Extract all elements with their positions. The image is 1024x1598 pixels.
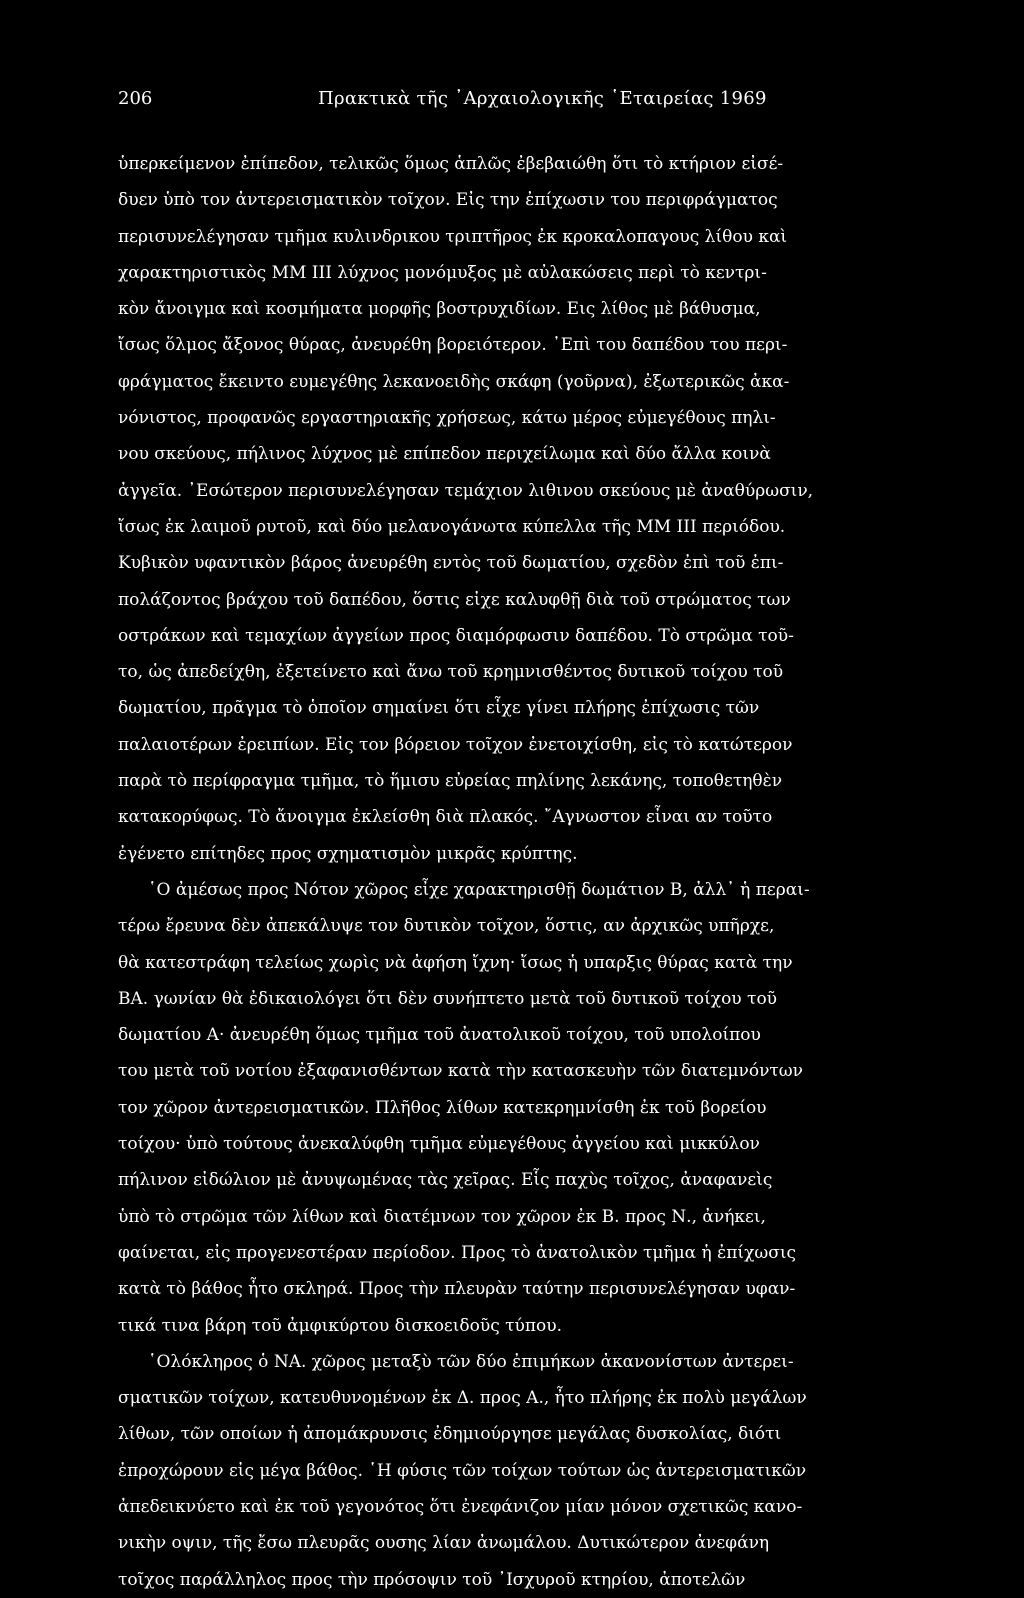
text-line: νικὴν οψιν, τῆς ἔσω πλευρᾶς ουσης λίαν ἀνωμάλου. Δυτικώτερον ἀνεφάνη xyxy=(118,1533,770,1554)
text-line: ΒΑ. γωνίαν θὰ ἐδικαιολόγει ὅτι δὲν συνήπτετο μετὰ τοῦ δυτικοῦ τοίχου τοῦ xyxy=(118,988,778,1009)
text-line: παλαιοτέρων ἐρειπίων. Εἰς τον βόρειον τοῖχον ἐνετοιχίσθη, εἰς τὸ κατώτερον xyxy=(118,734,793,755)
text-line: δωματίου Α· ἀνευρέθη ὅμως τμῆμα τοῦ ἀνατολικοῦ τοίχου, τοῦ υπολοίπου xyxy=(118,1025,761,1046)
text-line: τοίχου· ὑπὸ τούτους ἀνεκαλύφθη τμῆμα εὐμεγέθους ἀγγείου καὶ μικκύλον xyxy=(118,1134,760,1155)
text-line: τον χῶρον ἀντερεισματικῶν. Πλῆθος λίθων κατεκρημνίσθη ἐκ τοῦ βορείου xyxy=(118,1097,767,1118)
text-line: κατὰ τὸ βάθος ἦτο σκληρά. Προς τὴν πλευρὰν ταύτην περισυνελέγησαν υφαν- xyxy=(118,1279,796,1300)
text-line: ῾Ο ἀμέσως προς Νότον χῶρος εἶχε χαρακτηρισθῇ δωμάτιον Β, ἀλλ᾿ ἡ περαι- xyxy=(148,879,810,900)
text-line: ἴσως ἐκ λαιμοῦ ρυτοῦ, καὶ δύο μελανογάνωτα κύπελλα τῆς ΜΜ ΙΙΙ περιόδου. xyxy=(118,516,786,537)
text-line: ἀγγεῖα. ᾿Εσώτερον περισυνελέγησαν τεμάχιον λιθινου σκεύους μὲ ἀναθύρωσιν, xyxy=(118,480,814,501)
text-line: ἐπροχώρουν εἰς μέγα βάθος. ῾Η φύσις τῶν τοίχων τούτων ὡς ἀντερεισματικῶν xyxy=(118,1460,807,1481)
text-body xyxy=(118,146,950,1598)
text-line: ἴσως ὅλμος ἄξονος θύρας, ἀνευρέθη βορειότερον. ᾿Επὶ του δαπέδου του περι- xyxy=(118,335,788,356)
text-line: πήλινον εἰδώλιον μὲ ἀνυψωμένας τὰς χεῖρας. Εἷς παχὺς τοῖχος, ἀναφανεὶς xyxy=(118,1170,773,1191)
text-line: του μετὰ τοῦ νοτίου ἐξαφανισθέντων κατὰ τὴν κατασκευὴν τῶν διατεμνόντων xyxy=(118,1061,804,1082)
page-header xyxy=(118,80,950,116)
text-line: ὑπὸ τὸ στρῶμα τῶν λίθων καὶ διατέμνων τον χῶρον ἐκ Β. προς Ν., ἀνήκει, xyxy=(118,1206,766,1227)
text-line: δυεν ὑπὸ τον ἀντερεισματικὸν τοῖχον. Εἰς την ἐπίχωσιν του περιφράγματος xyxy=(118,190,778,211)
text-line: σματικῶν τοίχων, κατευθυνομένων ἐκ Δ. προς Α., ἦτο πλήρης ἐκ πολὺ μεγάλων xyxy=(118,1388,807,1409)
text-line: φράγματος ἔκειντο ευμεγέθης λεκανοειδὴς σκάφη (γοῦρνα), ἐξωτερικῶς ἀκα- xyxy=(118,371,790,392)
text-line: τέρω ἔρευνα δὲν ἀπεκάλυψε τον δυτικὸν τοῖχον, ὅστις, αν ἀρχικῶς υπῆρχε, xyxy=(118,916,775,937)
text-line: νου σκεύους, πήλινος λύχνος μὲ επίπεδον περιχείλωμα καὶ δύο ἄλλα κοινὰ xyxy=(118,444,771,465)
running-title: Πρακτικὰ τῆς ᾿Αρχαιολογικῆς ῾Εταιρείας 1969 xyxy=(318,88,767,109)
text-line: ῾Ολόκληρος ὁ ΝΑ. χῶρος μεταξὺ τῶν δύο ἐπιμήκων ἀκανονίστων ἀντερει- xyxy=(148,1351,794,1372)
text-line: περισυνελέγησαν τμῆμα κυλινδρικου τριπτῆρος ἐκ κροκαλοπαγους λίθου καὶ xyxy=(118,226,788,247)
text-line: φαίνεται, εἰς προγενεστέραν περίοδον. Προς τὸ ἀνατολικὸν τμῆμα ἡ ἐπίχωσις xyxy=(118,1242,797,1263)
text-line: δωματίου, πρᾶγμα τὸ ὁποῖον σημαίνει ὅτι εἶχε γίνει πλήρης ἐπίχωσις τῶν xyxy=(118,698,760,719)
text-line: ἀπεδεικνύετο καὶ ἐκ τοῦ γεγονότος ὅτι ἐνεφάνιζον μίαν μόνον σχετικῶς κανο- xyxy=(118,1496,803,1517)
text-line: οστράκων καὶ τεμαχίων ἀγγείων προς διαμόρφωσιν δαπέδου. Τὸ στρῶμα τοῦ- xyxy=(118,625,794,646)
text-line: κὸν ἄνοιγμα καὶ κοσμήματα μορφῆς βοστρυχιδίων. Εις λίθος μὲ βάθυσμα, xyxy=(118,299,761,320)
text-line: τικά τινα βάρη τοῦ ἀμφικύρτου δισκοειδοῦς τύπου. xyxy=(118,1315,563,1336)
text-line: ὑπερκείμενον ἐπίπεδον, τελικῶς ὅμως ἁπλῶς ἐβεβαιώθη ὅτι τὸ κτήριον εἰσέ- xyxy=(118,154,784,174)
page-number: 206 xyxy=(118,88,153,109)
text-line: πολάζοντος βράχου τοῦ δαπέδου, ὅστις εἰχε καλυφθῇ διὰ τοῦ στρώματος των xyxy=(118,589,791,610)
text-line: παρὰ τὸ περίφραγμα τμῆμα, τὸ ἥμισυ εὐρείας πηλίνης λεκάνης, τοποθετηθὲν xyxy=(118,771,783,792)
text-line: κατακορύφως. Τὸ ἄνοιγμα ἐκλείσθη διὰ πλακός. ῎Αγνωστον εἶναι αν τοῦτο xyxy=(118,807,773,828)
text-line: Κυβικὸν υφαντικὸν βάρος ἀνευρέθη εντὸς τοῦ δωματίου, σχεδὸν ἐπὶ τοῦ ἐπι- xyxy=(118,553,784,574)
text-line: ἐγένετο επίτηδες προς σχηματισμὸν μικρᾶς κρύπτης. xyxy=(118,843,578,864)
text-line: χαρακτηριστικὸς ΜΜ ΙΙΙ λύχνος μονόμυξος μὲ αὐλακώσεις περὶ τὸ κεντρι- xyxy=(118,262,767,283)
text-line: νόνιστος, προφανῶς εργαστηριακῆς χρήσεως, κάτω μέρος εὐμεγέθους πηλι- xyxy=(118,408,776,429)
text-line: λίθων, τῶν οποίων ἡ ἀπομάκρυνσις ἐδημιούργησε μεγάλας δυσκολίας, διότι xyxy=(118,1424,782,1445)
text-line: τοῖχος παράλληλος προς τὴν πρόσοψιν τοῦ ᾿Ισχυροῦ κτηρίου, ἀποτελῶν xyxy=(118,1569,746,1590)
text-line: θὰ κατεστράφη τελείως χωρὶς νὰ ἀφήση ἴχνη· ἴσως ἡ υπαρξις θύρας κατὰ την xyxy=(118,952,793,973)
text-line: το, ὡς ἀπεδείχθη, ἐξετείνετο καὶ ἄνω τοῦ κρημνισθέντος δυτικοῦ τοίχου τοῦ xyxy=(118,662,784,683)
